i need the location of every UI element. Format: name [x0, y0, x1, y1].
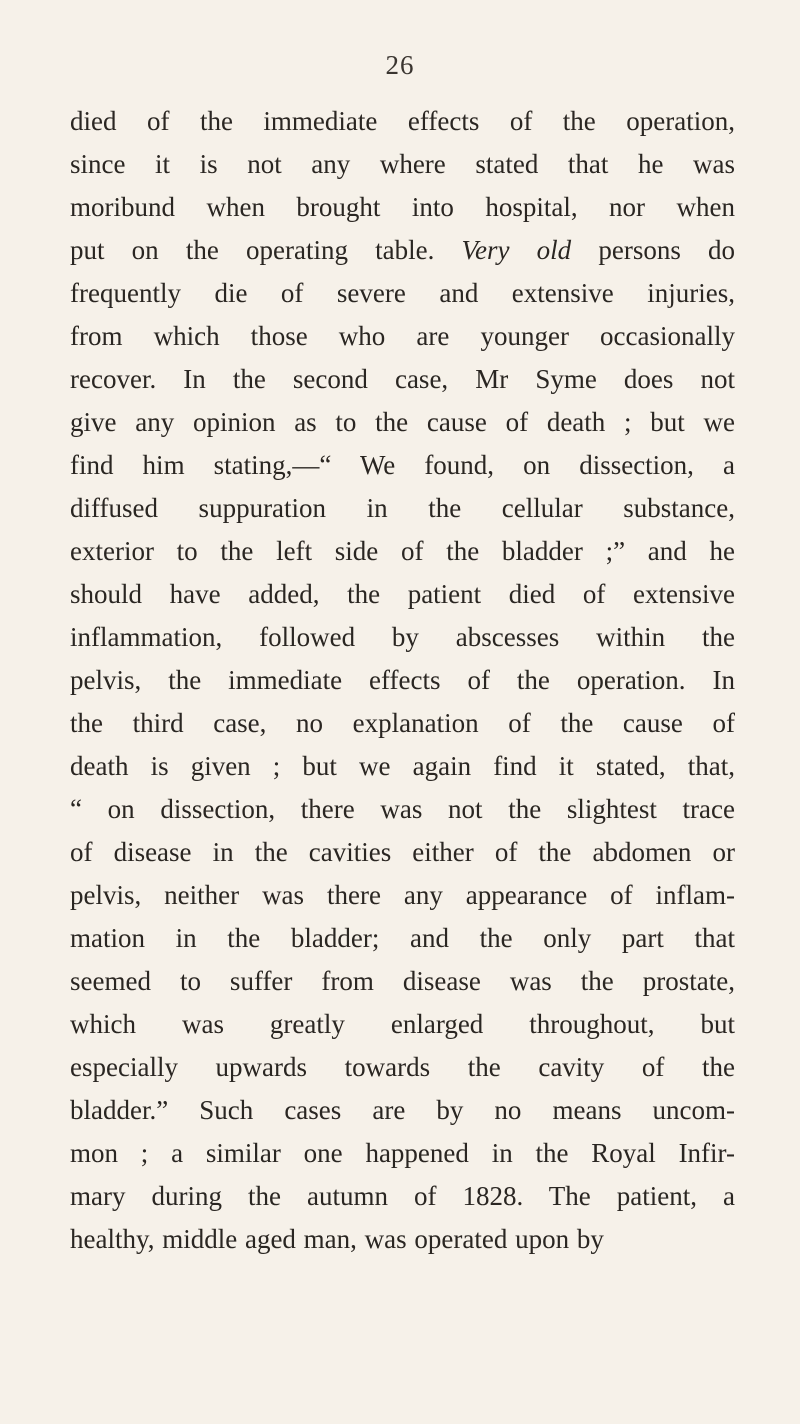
- text-line: [70, 1003, 735, 1046]
- text-segment: persons do: [571, 235, 735, 265]
- text-line: [70, 143, 735, 186]
- text-segment: the third case, no explanation of the cause of: [70, 708, 735, 738]
- text-line: [70, 444, 735, 487]
- text-line: [70, 530, 735, 573]
- text-segment: mation in the bladder; and the only part that: [70, 923, 735, 953]
- text-line: [70, 315, 735, 358]
- text-line: [70, 831, 735, 874]
- text-line: [70, 272, 735, 315]
- text-line: [70, 1175, 735, 1218]
- text-segment: death is given ; but we again find it stated, that,: [70, 751, 735, 781]
- text-segment: healthy, middle aged man, was operated upon by: [70, 1224, 604, 1254]
- text-segment: bladder.” Such cases are by no means uncom-: [70, 1095, 735, 1125]
- text-segment: from which those who are younger occasionally: [70, 321, 735, 351]
- text-segment: “ on dissection, there was not the slightest trace: [70, 794, 735, 824]
- text-segment: should have added, the patient died of extensive: [70, 579, 735, 609]
- text-segment: frequently die of severe and extensive injuries,: [70, 278, 735, 308]
- text-segment: pelvis, the immediate effects of the operation. In: [70, 665, 735, 695]
- text-segment: put on the operating table.: [70, 235, 462, 265]
- text-segment: recover. In the second case, Mr Syme does not: [70, 364, 735, 394]
- body-text: [70, 100, 735, 1261]
- text-line: [70, 1046, 735, 1089]
- text-line: [70, 186, 735, 229]
- text-line: [70, 1218, 735, 1261]
- text-segment: since it is not any where stated that he was: [70, 149, 735, 179]
- text-line: [70, 573, 735, 616]
- text-segment: moribund when brought into hospital, nor when: [70, 192, 735, 222]
- text-line: [70, 702, 735, 745]
- text-segment: pelvis, neither was there any appearance of inflam-: [70, 880, 735, 910]
- text-line: [70, 874, 735, 917]
- text-segment: especially upwards towards the cavity of the: [70, 1052, 735, 1082]
- text-line: [70, 788, 735, 831]
- text-segment: mary during the autumn of 1828. The patient, a: [70, 1181, 735, 1211]
- text-line: [70, 917, 735, 960]
- text-segment: which was greatly enlarged throughout, but: [70, 1009, 735, 1039]
- text-segment: seemed to suffer from disease was the prostate,: [70, 966, 735, 996]
- text-segment: exterior to the left side of the bladder ;” and he: [70, 536, 735, 566]
- text-segment: inflammation, followed by abscesses within the: [70, 622, 735, 652]
- text-line: [70, 960, 735, 1003]
- text-line: [70, 1089, 735, 1132]
- italic-text-segment: Very old: [461, 235, 572, 265]
- text-line: [70, 401, 735, 444]
- text-line: [70, 1132, 735, 1175]
- text-segment: give any opinion as to the cause of death ; but we: [70, 407, 735, 437]
- text-line: [70, 358, 735, 401]
- text-segment: died of the immediate effects of the operation,: [70, 106, 735, 136]
- text-segment: find him stating,—“ We found, on dissection, a: [70, 450, 735, 480]
- text-line: [70, 616, 735, 659]
- page-number: 26: [385, 50, 415, 80]
- text-segment: mon ; a similar one happened in the Royal Infir-: [70, 1138, 735, 1168]
- text-line: [70, 229, 735, 272]
- text-line: [70, 487, 735, 530]
- text-line: [70, 100, 735, 143]
- text-line: [70, 745, 735, 788]
- text-line: [70, 659, 735, 702]
- text-segment: of disease in the cavities either of the abdomen or: [70, 837, 735, 867]
- text-segment: diffused suppuration in the cellular substance,: [70, 493, 735, 523]
